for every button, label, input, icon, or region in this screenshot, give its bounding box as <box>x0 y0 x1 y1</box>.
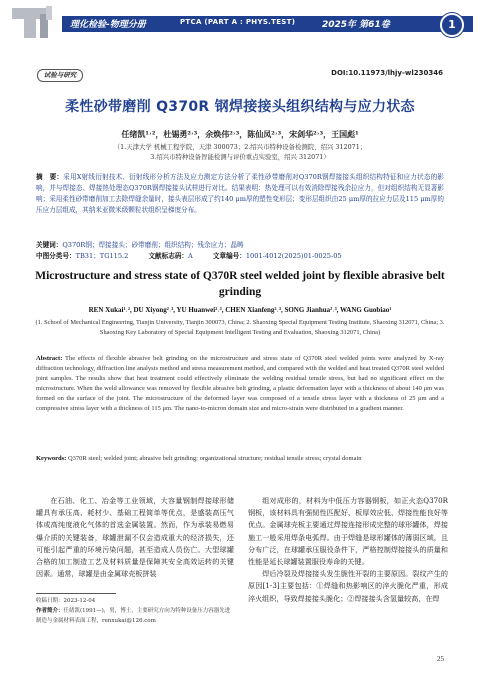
body-column-left <box>36 495 234 580</box>
author-bio-label: 作者简介： <box>36 607 64 614</box>
section-tag: 试验与研究 <box>37 69 83 82</box>
issue-number-badge: 1 <box>440 13 464 37</box>
title-english: Microstructure and stress state of Q370R steel welded joint by flexible abrasive belt grinding <box>35 270 445 298</box>
affiliation-line: （1.天津大学 机械工程学院，天津 300073；2.绍兴市特种设备检测院，绍兴 312071； <box>113 143 367 151</box>
body-paragraph: 组对成形的，材料为中低压力容器钢板，如正火态Q370R钢板，该材料具有强韧性匹配好、板厚效应低、焊接性能良好等优点。金属球壳板主要通过焊接连接形成完整的球形罐体，焊接施工一般采用焊条电弧焊。由于焊缝是球形罐体的薄弱区域，且分布广泛，在球罐承压服役条件下，严格控制焊接接头的质量和性能是延长球罐装置服役寿命的关键。 <box>248 496 448 567</box>
received-date: 收稿日期：2023-12-04 <box>36 598 96 604</box>
journal-name: 理化检验-物理分册 <box>70 20 146 30</box>
abstract-en-text: The effects of flexible abrasive belt grinding on the microstructure and stress state of Q370R steel welded joints were analyzed by X-ray diffraction technology, diffraction line analysis method and stress measurement method, and compared with the welded and heat treated Q370R steel welded joint samples. The results show that heat treatment could effectively eliminate the welding residual tensile stress, but had no significant effect on the microstructure. When the weld allowance was removed by flexible abrasive belt grinding, a plastic deformation layer with a thickness of about 140 μm was formed on the surface of the joint. The microstructure of the deformed layer was composed of a tensile stress layer with a thickness of 25 μm and a compressive stress layer with a thickness of 115 μm. The nano-to-micron domain size and micro-strain were distributed in a gradient manner. <box>36 355 444 412</box>
page-number: 25 <box>437 655 444 663</box>
journal-abbreviation: PTCA (PART A : PHYS.TEST) <box>180 18 296 26</box>
keywords-en-text: Q370R steel; welded joint; abrasive belt grinding; organizational structure; residual tensile stress; crystal domain <box>67 455 362 462</box>
year-volume: 2025年 第61卷 <box>322 20 390 30</box>
body-paragraph: 在石油、化工、冶金等工业领域，大容量钢制焊接球形储罐具有承压高、耗材少、基础工程简单等优点，是盛装高压气体或高纯度液化气体的首选金属装置。然而，作为承装易燃易爆介质的关键装备，球罐泄漏不仅会造成重大的经济损失，还可能引起严重的环境污染问题，甚至造成人员伤亡。大型球罐合格的加工制造工艺及材料质量是保障其安全高效运转的关键因素。通常，球罐是由金属球壳板拼装 <box>36 496 234 579</box>
article-no-value: 1001-4012(2025)01-0025-05 <box>245 252 342 260</box>
keywords-text: Q370R钢；焊接接头；砂带磨削；组织结构；残余应力；晶畴 <box>62 241 244 249</box>
abstract-en-label: Abstract: <box>36 355 63 362</box>
affiliations-english: (1. School of Mechanical Engineering, Tianjin University, Tianjin 300073, China; 2. Shaoxing Special Equipment Testing Institute, Shaoxing 312071, China; 3. Shaoxing Key Laboratory of Special Equipment Intelligent Testing and Evaluation, Shaoxing 312071, China) <box>35 319 445 336</box>
doc-code-value: A <box>188 252 193 260</box>
author-bio-text: 任绪凯(1991—)，男，博士，主要研究方向为特种设备压力容器先进制造与金属材料表面工程，renxukai@126.com <box>36 607 231 624</box>
body-paragraph: 焊后冷裂及焊接接头发生脆性开裂的主要原因。裂纹产生的原因[1-3]主要包括：①焊缝和热影响区的淬火脆化严重，形成淬火组织，导致焊接接头脆化；②焊接接头含氢量较高，在焊 <box>248 569 448 603</box>
keywords-chinese <box>36 240 444 251</box>
abstract-text: 采用X射线衍射技术、衍射线形分析方法及应力测定方法分析了柔性砂带磨削对Q370R钢焊接接头组织结构特征和应力状态的影响，并与焊接态、焊接热处理态Q370R钢焊接接头试样进行对比。结果表明：热处理可以有效消除焊接残余拉应力，但对组织结构无显著影响；采用柔性砂带磨削加工去除焊缝余量时，接头表层形成了约140 μm厚的塑性变形层；变形层组织由25 μm厚的拉应力层及115 μm厚的压应力层组成，其纳米亚微米级颗粒状组织呈梯度分布。 <box>36 173 444 214</box>
authors-chinese: 任绪凯¹˒²，杜锡勇²˒³，余焕伟²˒³，陈仙凤²˒³，宋剑华²˒³，王国彪¹ <box>121 129 359 139</box>
author-bio <box>36 607 234 627</box>
keywords-en-label: Keywords: <box>36 455 67 462</box>
clc-label: 中图分类号： <box>36 252 76 260</box>
doi[interactable]: DOI:10.11973/lhjy-wl230346 <box>331 69 443 77</box>
abstract-label: 摘 要： <box>36 173 64 181</box>
abstract-english <box>36 354 444 413</box>
title-chinese: 柔性砂带磨削 Q370R 钢焊接接头组织结构与应力状态 <box>65 99 415 115</box>
classification-row <box>36 251 444 262</box>
keywords-english <box>36 454 444 464</box>
abstract-chinese <box>36 172 444 216</box>
footnote <box>36 597 234 626</box>
authors-english: REN Xukai¹˒², DU Xiyong²˒³, YU Huanwei²˒³, CHEN Xianfeng²˒³, SONG Jianhua²˒³, WANG Guobiao¹ <box>88 306 392 314</box>
doc-code-label: 文献标志码： <box>148 252 189 260</box>
footnote-divider <box>36 593 116 594</box>
body-column-right <box>248 495 448 605</box>
affiliation-line: 3.绍兴市特种设备智能检测与评价重点实验室，绍兴 312071） <box>150 153 330 161</box>
affiliations-chinese <box>30 142 450 162</box>
clc-value: TB31；TG115.2 <box>75 252 129 260</box>
article-no-label: 文章编号： <box>212 252 246 260</box>
keywords-label: 关键词： <box>36 241 63 249</box>
